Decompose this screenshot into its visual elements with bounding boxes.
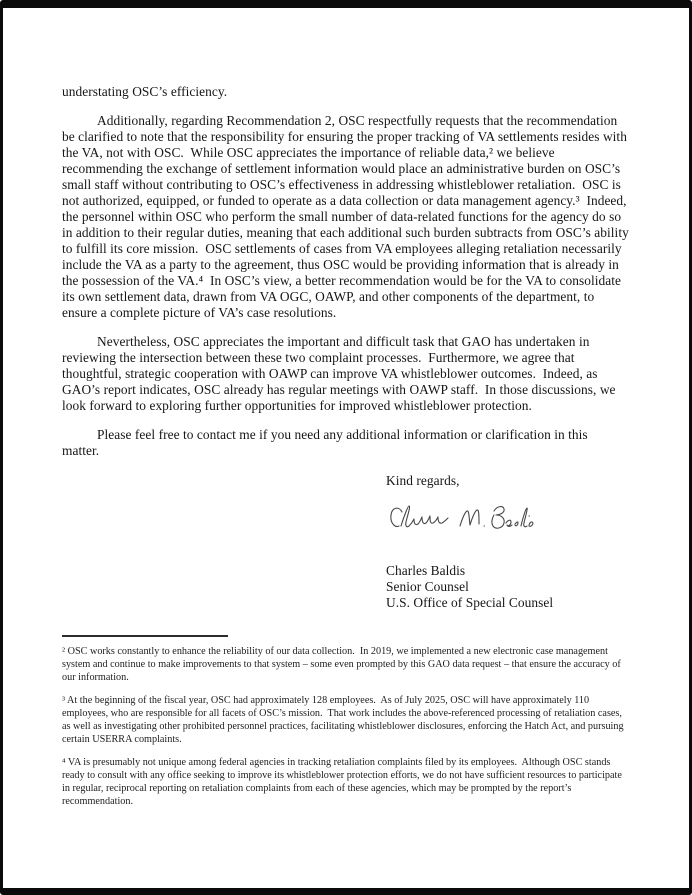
footnote [62,756,669,808]
text-line: be clarified to note that the responsibility for ensuring the proper tracking of VA settlements resides with [62,129,627,144]
signer-title: Senior Counsel [386,579,469,594]
signer-name: Charles Baldis [386,563,466,578]
footnote-line: ready to consult with any office seeking to improve its whistleblower protection efforts, we do not have sufficient resources to participate [62,770,622,781]
salutation: Kind regards, [386,473,460,488]
signer-identity [386,563,669,611]
text-line: thoughtful, strategic cooperation with OAWP can improve VA whistleblower outcomes. Indeed, as [62,366,598,381]
text-line: the possession of the VA.⁴ In OSC’s view, a better recommendation would be for the VA to consolidate [62,273,622,288]
footnote-line: recommendation. [62,796,134,807]
paragraph [62,334,669,414]
text-line: look forward to exploring further opportunities for improved whistleblower protection. [62,398,532,413]
text-line: Additionally, regarding Recommendation 2, OSC respectfully requests that the recommendation [97,113,618,128]
paragraph [62,113,669,321]
footnote-line: our information. [62,672,129,683]
text-line: Nevertheless, OSC appreciates the important and difficult task that GAO has undertaken in [97,334,590,349]
text-line: to fulfill its core mission. OSC settlements of cases from VA employees alleging retaliation necessarily [62,241,622,256]
text-line: matter. [62,443,100,458]
text-line: in addition to their regular duties, meaning that each additional such burden subtracts from OSC’s ability [62,225,629,240]
text-line: recommending the exchange of settlement information would place an administrative burden on OSC’s [62,161,621,176]
signer-organization: U.S. Office of Special Counsel [386,595,554,610]
footnote-line: in regular, reciprocal reporting on retaliation complaints from each of these agencies, which may be prompted by the report’s [62,783,572,794]
body-paragraphs [62,113,669,459]
text-line: the personnel within OSC who perform the small number of data-related functions for the agency do so [62,209,622,224]
letter-body [3,8,689,808]
footnote-line: ⁴ VA is presumably not unique among federal agencies in tracking retaliation complaints filed by its employees. Although OSC stands [62,757,611,768]
footnote-line: certain USERRA complaints. [62,734,182,745]
text-line: not authorized, equipped, or funded to operate as a data collection or data management agency.³ Indeed, [62,193,627,208]
paragraph [62,427,669,459]
footnote-line: ² OSC works constantly to enhance the reliability of our data collection. In 2019, we implemented a new electronic case management [62,646,608,657]
text-line: Please feel free to contact me if you need any additional information or clarification in this [97,427,588,442]
footnote-line: as well as investigating other prohibited personnel practices, facilitating whistleblower disclosures, enforcing the Hatch Act, and pursuing [62,721,624,732]
text-line: include the VA as a party to the agreement, thus OSC would be providing information that is already in [62,257,619,272]
footnotes [62,645,669,808]
text-line: its own settlement data, drawn from VA OGC, OAWP, and other components of the department, to [62,289,595,304]
footnote-line: employees, who are responsible for all facets of OSC’s mission. That work includes the above-referenced processing of retaliation cases, [62,708,622,719]
footnote-line: system and continue to make improvements to that system – some even prompted by this GAO data request – that ensure the accuracy of [62,659,621,670]
footnote-separator [62,635,228,637]
footnote [62,645,669,684]
footnote-line: ³ At the beginning of the fiscal year, OSC had approximately 128 employees. As of July 2025, OSC will have approximately 110 [62,695,590,706]
text-line: small staff without contributing to OSC’s effectiveness in addressing whistleblower retaliation. OSC is [62,177,621,192]
footnote [62,694,669,746]
signature-block [386,473,669,611]
text-line: ensure a complete picture of VA’s case resolutions. [62,305,337,320]
lead-line: understating OSC’s efficiency. [62,84,228,99]
handwritten-signature [388,499,538,543]
text-line: reviewing the intersection between these two complaint processes. Furthermore, we agree that [62,350,575,365]
text-line: GAO’s report indicates, OSC already has regular meetings with OAWP staff. In those discussions, we [62,382,616,397]
text-line: the VA, not with OSC. While OSC appreciates the importance of reliable data,² we believe [62,145,555,160]
